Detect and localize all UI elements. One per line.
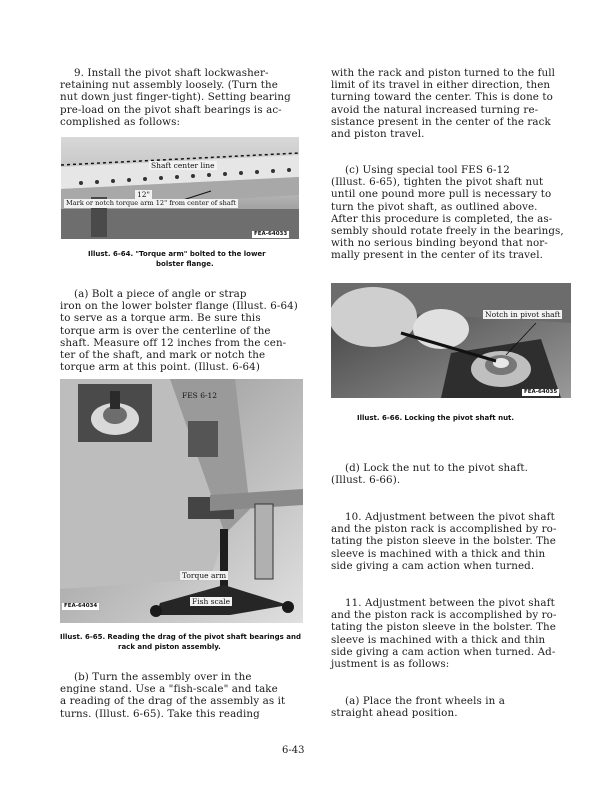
text-line: until one pound more pull is necessary to: [331, 188, 552, 201]
text-line: and the piston rack is accomplished by ro-: [331, 523, 557, 536]
text-line: limit of its travel in either direction, then: [331, 79, 551, 92]
text-line: sembly should rotate freely in the bearings,: [331, 225, 564, 238]
caption-text: Locking the pivot shaft nut.: [404, 414, 515, 422]
text-line: with the rack and piston turned to the full: [331, 67, 556, 79]
caption-number: Illust. 6-66.: [357, 414, 403, 422]
text-line: (a) Place the front wheels in a: [345, 695, 505, 707]
text-line: (d) Lock the nut to the pivot shaft.: [345, 462, 528, 474]
text-line: (a) Bolt a piece of angle or strap: [74, 288, 247, 300]
text-line: engine stand. Use a "fish-scale" and take: [60, 683, 278, 696]
negative-number: FEA-64034: [64, 603, 98, 609]
text-line: and the piston rack is accomplished by ro-: [331, 609, 557, 622]
text-line: (b) Turn the assembly over in the: [74, 671, 252, 683]
text-line: complished as follows:: [60, 115, 181, 128]
text-line: sleeve is machined with a thick and thin: [331, 633, 546, 646]
text-line: side giving a cam action when turned.: [331, 559, 535, 572]
text-line: 11. Adjustment between the pivot shaft: [345, 597, 555, 609]
illustration-6-64-photo: [61, 137, 299, 239]
step-11-paragraph: [331, 597, 571, 670]
illustration-6-65-caption: [60, 632, 310, 652]
page-number: 6-43: [282, 745, 305, 756]
text-line: After this procedure is completed, the as-: [331, 212, 553, 225]
text-line: ter of the shaft, and mark or notch the: [60, 349, 266, 362]
paragraph-b-left: [60, 671, 300, 720]
text-line: nut down just finger-tight). Setting bearing: [60, 91, 291, 104]
text-line: sleeve is machined with a thick and thin: [331, 547, 546, 560]
caption-text-line2: rack and piston assembly.: [118, 643, 221, 651]
text-line: mally present in the center of its travel.: [331, 249, 544, 262]
text-line: tating the piston sleeve in the bolster. The: [331, 535, 556, 548]
illustration-6-66-photo: [331, 283, 571, 398]
text-line: (c) Using special tool FES 6-12: [345, 164, 510, 176]
twelve-inch-label: 12": [137, 190, 150, 199]
text-line: turning toward the center. This is done to: [331, 91, 553, 104]
text-line: avoid the natural increased turning re-: [331, 103, 539, 116]
torque-arm-photo-graphic: [61, 137, 299, 239]
mark-torque-arm-label: Mark or notch torque arm 12" from center of shaft: [66, 199, 236, 207]
paragraph-a-left: [60, 288, 300, 373]
caption-number: Illust. 6-65.: [60, 633, 106, 641]
negative-number: FEA-64033: [254, 231, 288, 237]
caption-number: Illust. 6-64.: [88, 250, 134, 258]
shaft-center-line-label: Shaft center line: [151, 161, 215, 170]
text-line: with no serious binding beyond that nor-: [331, 237, 548, 250]
text-line: torque arm at this point. (Illust. 6-64): [60, 361, 260, 374]
paragraph-a-right: [331, 695, 571, 719]
text-line: sistance present in the center of the rack: [331, 115, 551, 128]
fish-scale-label: Fish scale: [192, 597, 231, 606]
step-10-paragraph: [331, 511, 571, 572]
text-line: side giving a cam action when turned. Ad-: [331, 645, 556, 658]
illustration-6-64-caption: [88, 249, 308, 269]
text-line: a reading of the drag of the assembly as it: [60, 695, 286, 708]
locking-nut-photo-graphic: [331, 283, 571, 398]
text-line: retaining nut assembly loosely. (Turn the: [60, 79, 278, 92]
text-line: (Illust. 6-65), tighten the pivot shaft nut: [331, 176, 544, 189]
text-line: tating the piston sleeve in the bolster. The: [331, 621, 556, 634]
step-9-paragraph: [60, 67, 295, 128]
text-line: (Illust. 6-66).: [331, 474, 401, 487]
paragraph-d: [331, 462, 571, 486]
text-line: 9. Install the pivot shaft lockwasher-: [74, 67, 269, 79]
caption-text: "Torque arm" bolted to the lower: [135, 250, 266, 258]
text-line: to serve as a torque arm. Be sure this: [60, 312, 261, 325]
illustration-6-66-caption: [357, 413, 577, 423]
notch-in-pivot-shaft-label: Notch in pivot shaft: [485, 310, 561, 319]
text-line: turns. (Illust. 6-65). Take this reading: [60, 707, 260, 720]
text-line: turn the pivot shaft, as outlined above.: [331, 200, 538, 213]
text-line: justment is as follows:: [331, 658, 450, 671]
text-line: iron on the lower bolster flange (Illust. 6-64): [60, 300, 298, 313]
illustration-6-65-photo: [60, 379, 303, 623]
text-line: shaft. Measure off 12 inches from the cen-: [60, 336, 287, 349]
fes-6-12-label: FES 6-12: [182, 391, 218, 400]
caption-text: Reading the drag of the pivot shaft bearings and: [107, 633, 301, 641]
text-line: 10. Adjustment between the pivot shaft: [345, 511, 555, 523]
text-line: and piston travel.: [331, 128, 425, 141]
text-line: torque arm is over the centerline of the: [60, 324, 271, 337]
paragraph-c: [331, 164, 571, 262]
negative-number: FEA-64035: [524, 389, 558, 395]
fish-scale-photo-graphic: [60, 379, 303, 623]
text-line: straight ahead position.: [331, 707, 458, 720]
caption-text-line2: bolster flange.: [156, 260, 214, 268]
text-line: pre-load on the pivot shaft bearings is ac-: [60, 103, 282, 116]
continuation-paragraph: [331, 67, 571, 140]
torque-arm-label: Torque arm: [182, 571, 227, 580]
